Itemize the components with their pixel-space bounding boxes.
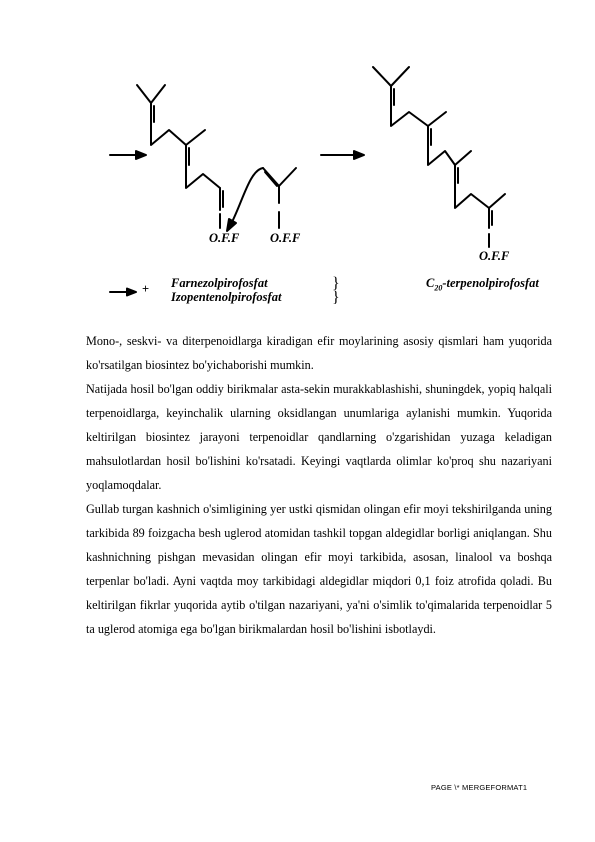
reaction-arrow-left: [110, 151, 146, 159]
brace-left: }: [332, 275, 340, 292]
biosynthesis-scheme: [0, 0, 595, 312]
label-c20-suffix: -terpenolpirofosfat: [442, 276, 539, 290]
plus-sign: +: [142, 282, 150, 296]
isopentenyl-pyrophosphate-structure: [263, 168, 296, 228]
brace-right: }: [332, 289, 340, 306]
paragraph-2: Natijada hosil bo'lgan oddiy birikmalar asta-sekin murakkablashishi, shuningdek, yopiq halqali terpenoidlarga, keyinchalik ularning oksidlangan unumlariga aylanishi mumkin. Yuqorida keltirilgan biosintez jarayoni terpenoidlar qandlarning o'zgarishidan yuzaga keladigan mahsulotlardan hosil bo'lishini ko'rsatadi. Keyingi vaqtlarda olimlar ko'proq shu nazariyani yoqlamoqdalar.: [86, 382, 552, 492]
reaction-arrow-bottom: [110, 289, 136, 296]
label-c20-subscript: 20: [434, 283, 443, 293]
label-off-isopentenyl: O.F.F: [270, 231, 301, 245]
reaction-arrow-middle: [321, 151, 364, 159]
label-isopentenyl-pyrophosphate: Izopentenolpirofosfat: [171, 290, 282, 304]
label-c20-terpenol-pyrophosphate: [426, 276, 539, 293]
label-c20-prefix: C: [426, 276, 435, 290]
farnesyl-pyrophosphate-structure: [137, 85, 223, 228]
label-farnesyl-pyrophosphate: Farnezolpirofosfat: [171, 276, 268, 290]
label-off-c20: O.F.F: [479, 249, 510, 263]
paragraph-1: Mono-, seskvi- va diterpenoidlarga kiradigan efir moylarining asosiy qismlari ham yuqorida ko'rsatilgan biosintez bo'yichaborishi mumkin.: [86, 334, 552, 372]
paragraph-3: Gullab turgan kashnich o'simligining yer ustki qismidan olingan efir moyi tekshirilganda uning tarkibida 89 foizgacha besh uglerod atomidan tashkil topgan aldegidlar borligi aniqlangan. Shu kashnichning pishgan mevasidan olingan efir moyi tarkibida, asosan, linalool va boshqa terpenlar bo'ladi. Ayni vaqtda moy tarkibidagi aldegidlar miqdori 0,1 foiz atrofida qoladi. Bu keltirilgan fikrlar yuqorida aytib o'tilgan nazariyani, ya'ni o'simlik to'qimalarida terpenoidlar 5 ta uglerod atomiga ega bo'lgan birikmalardan hosil bo'lishini isbotlaydi.: [86, 502, 552, 636]
label-off-farnesyl: O.F.F: [209, 231, 240, 245]
page-footer: PAGE \* MERGEFORMAT1: [431, 783, 528, 792]
c20-terpenol-pyrophosphate-structure: [373, 67, 505, 247]
curved-arrow: [227, 168, 263, 231]
body-text: [86, 329, 552, 641]
